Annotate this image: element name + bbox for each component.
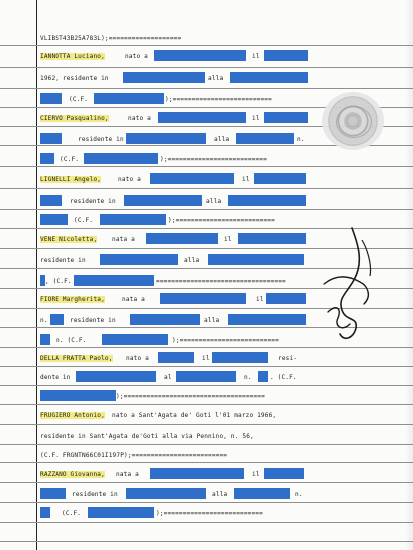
redaction-block bbox=[40, 93, 62, 104]
redaction-block bbox=[102, 334, 168, 345]
ruled-line bbox=[0, 166, 413, 167]
text-segment: il bbox=[252, 471, 260, 478]
text-segment: residente in bbox=[78, 136, 124, 143]
ruled-line bbox=[0, 541, 413, 542]
handwritten-signature bbox=[318, 224, 378, 344]
text-segment: il bbox=[252, 53, 260, 60]
text-segment: dente in bbox=[40, 374, 71, 381]
text-segment: alla bbox=[212, 491, 228, 498]
redaction-block bbox=[94, 93, 164, 104]
ruled-line bbox=[0, 482, 413, 483]
redaction-block bbox=[76, 371, 156, 382]
text-segment: nata a bbox=[116, 471, 139, 478]
redaction-block bbox=[126, 488, 206, 499]
ruled-line bbox=[0, 444, 413, 445]
ruled-line bbox=[0, 502, 413, 503]
left-margin-line bbox=[36, 0, 37, 550]
text-segment: (C.F. bbox=[69, 96, 89, 103]
redaction-block bbox=[150, 468, 244, 479]
text-segment: nato a bbox=[126, 355, 149, 362]
redaction-block bbox=[228, 195, 306, 206]
text-segment: alla bbox=[184, 257, 200, 264]
text-segment: (C.F. bbox=[62, 510, 82, 517]
redaction-block bbox=[212, 352, 268, 363]
text-segment: resi- bbox=[278, 355, 298, 362]
text-segment: n. bbox=[295, 491, 303, 498]
text-segment: , (C.F. bbox=[45, 278, 72, 285]
redaction-block bbox=[40, 507, 50, 518]
redaction-block bbox=[88, 507, 154, 518]
text-segment: alla bbox=[214, 136, 230, 143]
redaction-block bbox=[266, 293, 306, 304]
redaction-block bbox=[130, 314, 200, 325]
text-segment: (C.F. bbox=[74, 217, 94, 224]
text-segment: il bbox=[224, 236, 232, 243]
text-segment: il bbox=[252, 115, 260, 122]
text-segment: nata a bbox=[112, 236, 135, 243]
redaction-block bbox=[254, 173, 306, 184]
text-segment: (C.F. FRGNTN66C01I197P);========================= bbox=[40, 452, 228, 459]
text-segment: alla bbox=[208, 75, 224, 82]
redaction-block bbox=[40, 133, 62, 144]
text-segment: al bbox=[164, 374, 172, 381]
redaction-block bbox=[264, 50, 308, 61]
person-name-frugiero: FRUGIERO Antonio, bbox=[40, 412, 105, 419]
redaction-block bbox=[123, 72, 205, 83]
ruled-line bbox=[0, 366, 413, 367]
text-segment: nata a bbox=[122, 296, 145, 303]
person-name-della-fratta: DELLA FRATTA Paolo, bbox=[40, 355, 113, 362]
text-segment: );========================== bbox=[165, 96, 272, 103]
text-segment: residente in bbox=[70, 198, 116, 205]
redaction-block bbox=[40, 334, 50, 345]
ruled-line bbox=[0, 462, 413, 463]
text-segment: 1962, residente in bbox=[40, 75, 109, 82]
redaction-block bbox=[264, 468, 304, 479]
redaction-block bbox=[40, 153, 54, 164]
person-name-lignelli: LIGNELLI Angelo, bbox=[40, 176, 102, 183]
text-segment: );========================== bbox=[172, 337, 279, 344]
ruled-line bbox=[0, 424, 413, 425]
ruled-line bbox=[0, 67, 413, 68]
text-segment: nato a bbox=[125, 53, 148, 60]
redaction-block bbox=[100, 214, 166, 225]
redaction-block bbox=[40, 390, 116, 401]
page-edge-shadow bbox=[405, 0, 413, 550]
ruled-line bbox=[0, 347, 413, 348]
redaction-block bbox=[84, 153, 158, 164]
text-segment: (C.F. bbox=[60, 156, 80, 163]
text-segment: nato a Sant'Agata de' Goti l'01 marzo 1966, bbox=[112, 412, 277, 419]
redaction-block bbox=[234, 488, 290, 499]
text-segment: . (C.F. bbox=[270, 374, 297, 381]
redaction-block bbox=[158, 352, 194, 363]
redaction-block bbox=[40, 488, 66, 499]
ruled-line bbox=[0, 385, 413, 386]
text-segment: il bbox=[242, 176, 250, 183]
text-segment: residente in bbox=[40, 257, 86, 264]
text-segment: residente in Sant'Agata de'Goti alla via Pennino, n. 56, bbox=[40, 433, 254, 440]
text-segment: residente in bbox=[70, 317, 116, 324]
redaction-block bbox=[176, 371, 236, 382]
text-segment: n. bbox=[297, 136, 305, 143]
redaction-block bbox=[124, 195, 202, 206]
text-segment: il bbox=[256, 296, 264, 303]
redaction-block bbox=[126, 133, 206, 144]
redaction-block bbox=[258, 371, 268, 382]
person-name-iannotta: IANNOTTA Luciano, bbox=[40, 53, 105, 60]
ruled-line bbox=[0, 404, 413, 405]
redaction-block bbox=[50, 314, 64, 325]
redaction-block bbox=[146, 233, 218, 244]
redaction-block bbox=[154, 50, 246, 61]
text-segment: residente in bbox=[72, 491, 118, 498]
redaction-block bbox=[160, 293, 246, 304]
redaction-block bbox=[150, 173, 234, 184]
text-segment: il bbox=[202, 355, 210, 362]
ruled-line bbox=[0, 88, 413, 89]
ruled-line bbox=[0, 45, 413, 46]
text-segment: );========================== bbox=[168, 217, 275, 224]
redaction-block bbox=[158, 112, 246, 123]
redaction-block bbox=[208, 254, 304, 265]
text-segment: );===================================== bbox=[116, 393, 265, 400]
redaction-block bbox=[228, 314, 306, 325]
redaction-block bbox=[74, 275, 154, 286]
text-segment: nato a bbox=[128, 115, 151, 122]
redaction-block bbox=[236, 133, 294, 144]
person-name-vene: VENE Nicoletta, bbox=[40, 236, 98, 243]
text-segment: n. bbox=[244, 374, 252, 381]
notary-seal-inner-ring bbox=[336, 106, 372, 138]
redaction-block bbox=[40, 214, 68, 225]
text-segment: alla bbox=[206, 198, 222, 205]
text-segment: ================================== bbox=[156, 278, 286, 285]
text-segment: );========================== bbox=[160, 156, 267, 163]
ruled-line bbox=[0, 209, 413, 210]
text-segment: nato a bbox=[118, 176, 141, 183]
header-fiscal-code-line: VLIBST43B25A783L);=================== bbox=[40, 35, 182, 42]
redaction-block bbox=[230, 72, 308, 83]
redaction-block bbox=[238, 233, 306, 244]
text-segment: n. (C.F. bbox=[56, 337, 87, 344]
text-segment: n. bbox=[40, 317, 48, 324]
person-name-razzano: RAZZANO Giovanna, bbox=[40, 471, 105, 478]
ruled-line bbox=[0, 522, 413, 523]
redaction-block bbox=[40, 195, 62, 206]
redaction-block bbox=[100, 254, 178, 265]
person-name-fiore: FIORE Margherita, bbox=[40, 296, 105, 303]
text-segment: alla bbox=[204, 317, 220, 324]
redaction-block bbox=[264, 112, 308, 123]
text-segment: );========================== bbox=[156, 510, 263, 517]
ruled-line bbox=[0, 188, 413, 189]
person-name-ciervo: CIERVO Pasqualino, bbox=[40, 115, 109, 122]
